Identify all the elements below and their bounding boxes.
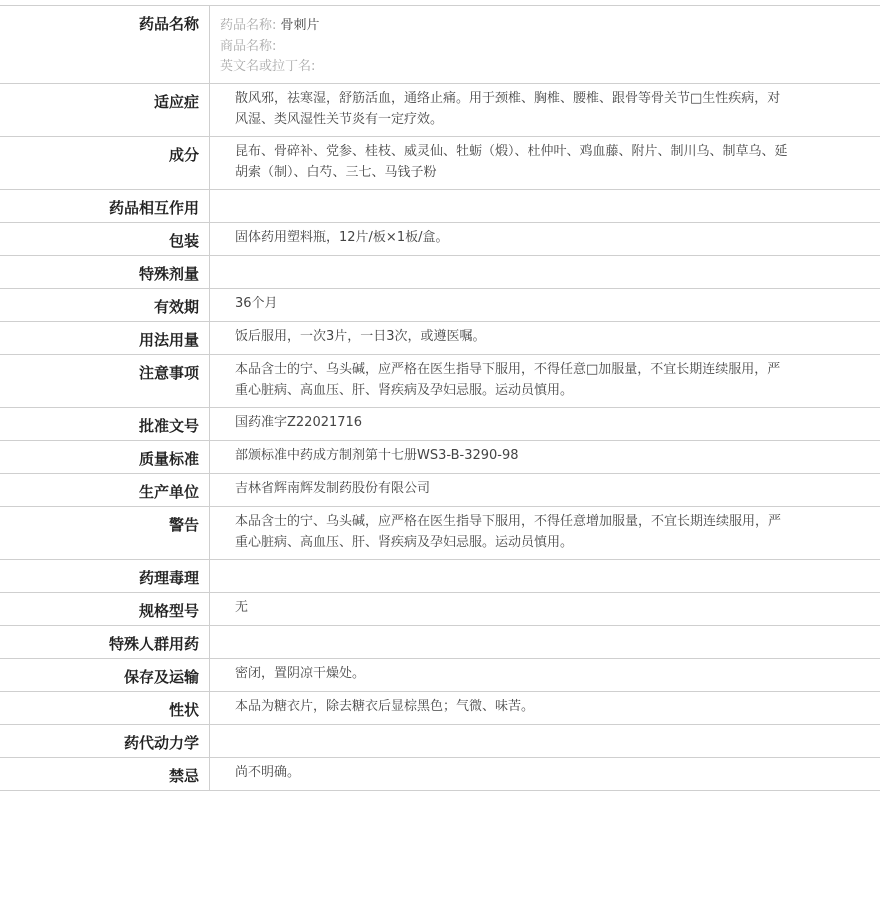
spec-value: 本品为糖衣片，除去糖衣后显棕黑色；气微、味苦。 bbox=[235, 699, 535, 714]
spec-value-cell bbox=[210, 560, 880, 593]
drug-spec-table bbox=[0, 5, 880, 791]
spec-label-cell bbox=[0, 593, 210, 626]
spec-row bbox=[0, 137, 880, 190]
spec-row bbox=[0, 223, 880, 256]
spec-value: 尚不明确。 bbox=[235, 765, 301, 780]
spec-label: 批准文号 bbox=[138, 417, 199, 435]
spec-label: 保存及运输 bbox=[123, 668, 199, 686]
spec-row bbox=[0, 758, 880, 791]
spec-label-cell bbox=[0, 560, 210, 593]
spec-label: 生产单位 bbox=[138, 483, 199, 501]
spec-row bbox=[0, 190, 880, 223]
spec-row bbox=[0, 322, 880, 355]
spec-label-cell bbox=[0, 507, 210, 560]
trade-name-key: 商品名称: bbox=[220, 38, 277, 54]
spec-row bbox=[0, 408, 880, 441]
spec-row bbox=[0, 84, 880, 137]
spec-value-cell bbox=[210, 692, 880, 725]
spec-value-cell bbox=[210, 408, 880, 441]
trade-name-line bbox=[220, 37, 880, 58]
spec-label-cell bbox=[0, 355, 210, 408]
spec-value: 密闭，置阴凉干燥处。 bbox=[235, 666, 366, 681]
spec-value-cell bbox=[210, 256, 880, 289]
spec-row bbox=[0, 626, 880, 659]
spec-value-cell bbox=[210, 190, 880, 223]
spec-label-cell bbox=[0, 725, 210, 758]
spec-value: 无 bbox=[235, 600, 249, 615]
spec-value-cell bbox=[210, 137, 880, 190]
spec-value-cell bbox=[210, 725, 880, 758]
spec-label: 性状 bbox=[168, 701, 199, 719]
latin-name-line bbox=[220, 57, 880, 78]
spec-label: 规格型号 bbox=[138, 602, 199, 620]
spec-row bbox=[0, 256, 880, 289]
spec-label: 适应症 bbox=[153, 93, 199, 111]
spec-value-cell bbox=[210, 289, 880, 322]
spec-label-cell bbox=[0, 289, 210, 322]
spec-label-cell bbox=[0, 322, 210, 355]
spec-value: 本品含士的宁、乌头碱，应严格在医生指导下服用，不得任意□加服量，不宜长期连续服用，严重心脏病、高血压、肝、肾疾病及孕妇忌服。运动员慎用。 bbox=[235, 362, 781, 398]
drug-name-value: 骨刺片 bbox=[280, 18, 320, 33]
spec-value-cell bbox=[210, 507, 880, 560]
spec-label: 注意事项 bbox=[138, 364, 199, 382]
spec-row bbox=[0, 692, 880, 725]
spec-value bbox=[235, 256, 790, 267]
spec-label-cell bbox=[0, 6, 210, 84]
spec-row bbox=[0, 593, 880, 626]
spec-label-cell bbox=[0, 408, 210, 441]
spec-label-cell bbox=[0, 84, 210, 137]
spec-label: 特殊剂量 bbox=[138, 265, 199, 283]
spec-label-cell bbox=[0, 441, 210, 474]
spec-label-cell bbox=[0, 223, 210, 256]
spec-value-cell bbox=[210, 223, 880, 256]
spec-label: 药品相互作用 bbox=[108, 199, 199, 217]
spec-label-cell bbox=[0, 137, 210, 190]
spec-row bbox=[0, 560, 880, 593]
spec-label: 禁忌 bbox=[168, 767, 199, 785]
spec-label: 警告 bbox=[168, 516, 199, 534]
spec-value-cell bbox=[210, 355, 880, 408]
drug-spec-body bbox=[0, 6, 880, 791]
spec-value-cell bbox=[210, 626, 880, 659]
spec-label-cell bbox=[0, 190, 210, 223]
spec-value: 国药准字Z22021716 bbox=[235, 415, 363, 430]
latin-name-key: 英文名或拉丁名: bbox=[220, 59, 316, 74]
spec-value: 吉林省辉南辉发制药股份有限公司 bbox=[235, 481, 431, 496]
spec-row-drug-name bbox=[0, 6, 880, 84]
spec-label-cell bbox=[0, 474, 210, 507]
spec-value bbox=[235, 560, 790, 571]
spec-label-cell bbox=[0, 758, 210, 791]
spec-label-cell bbox=[0, 659, 210, 692]
spec-row bbox=[0, 474, 880, 507]
spec-value-cell bbox=[210, 758, 880, 791]
spec-row bbox=[0, 659, 880, 692]
spec-label-cell bbox=[0, 692, 210, 725]
drug-name-cell bbox=[210, 6, 880, 84]
spec-label: 质量标准 bbox=[138, 450, 199, 468]
drug-name-line bbox=[220, 6, 880, 37]
spec-label-cell bbox=[0, 626, 210, 659]
spec-row bbox=[0, 441, 880, 474]
spec-value: 固体药用塑料瓶，12片/板×1板/盒。 bbox=[235, 230, 449, 245]
spec-value: 36个月 bbox=[235, 296, 278, 311]
spec-label-cell bbox=[0, 256, 210, 289]
spec-label: 药品名称 bbox=[138, 15, 199, 33]
spec-value-cell bbox=[210, 441, 880, 474]
spec-value bbox=[235, 626, 790, 637]
spec-value: 部颁标准中药成方制剂第十七册WS3-B-3290-98 bbox=[235, 448, 519, 463]
spec-value-cell bbox=[210, 659, 880, 692]
spec-row bbox=[0, 289, 880, 322]
spec-label: 用法用量 bbox=[138, 331, 199, 349]
spec-label: 特殊人群用药 bbox=[108, 635, 199, 653]
spec-value bbox=[235, 725, 790, 736]
spec-value-cell bbox=[210, 474, 880, 507]
spec-value: 散风邪，祛寒湿，舒筋活血，通络止痛。用于颈椎、胸椎、腰椎、跟骨等骨关节□生性疾病，对风湿、类风湿性关节炎有一定疗效。 bbox=[235, 91, 781, 127]
spec-label: 药理毒理 bbox=[138, 569, 199, 587]
spec-value-cell bbox=[210, 593, 880, 626]
spec-label: 有效期 bbox=[153, 298, 199, 316]
spec-value-cell bbox=[210, 322, 880, 355]
spec-label: 药代动力学 bbox=[123, 734, 199, 752]
spec-row bbox=[0, 725, 880, 758]
spec-label: 成分 bbox=[168, 146, 199, 164]
spec-value bbox=[235, 190, 790, 201]
spec-value-cell bbox=[210, 84, 880, 137]
spec-row bbox=[0, 355, 880, 408]
spec-row bbox=[0, 507, 880, 560]
drug-name-key: 药品名称: bbox=[220, 18, 277, 33]
spec-value: 昆布、骨碎补、党参、桂枝、威灵仙、牡蛎（煅）、杜仲叶、鸡血藤、附片、制川乌、制草乌、延胡索（制）、白芍、三七、马钱子粉 bbox=[235, 144, 788, 180]
spec-label: 包装 bbox=[168, 232, 199, 250]
spec-value: 饭后服用，一次3片，一日3次，或遵医嘱。 bbox=[235, 329, 486, 344]
spec-value: 本品含士的宁、乌头碱，应严格在医生指导下服用，不得任意增加服量，不宜长期连续服用，严重心脏病、高血压、肝、肾疾病及孕妇忌服。运动员慎用。 bbox=[235, 514, 782, 550]
